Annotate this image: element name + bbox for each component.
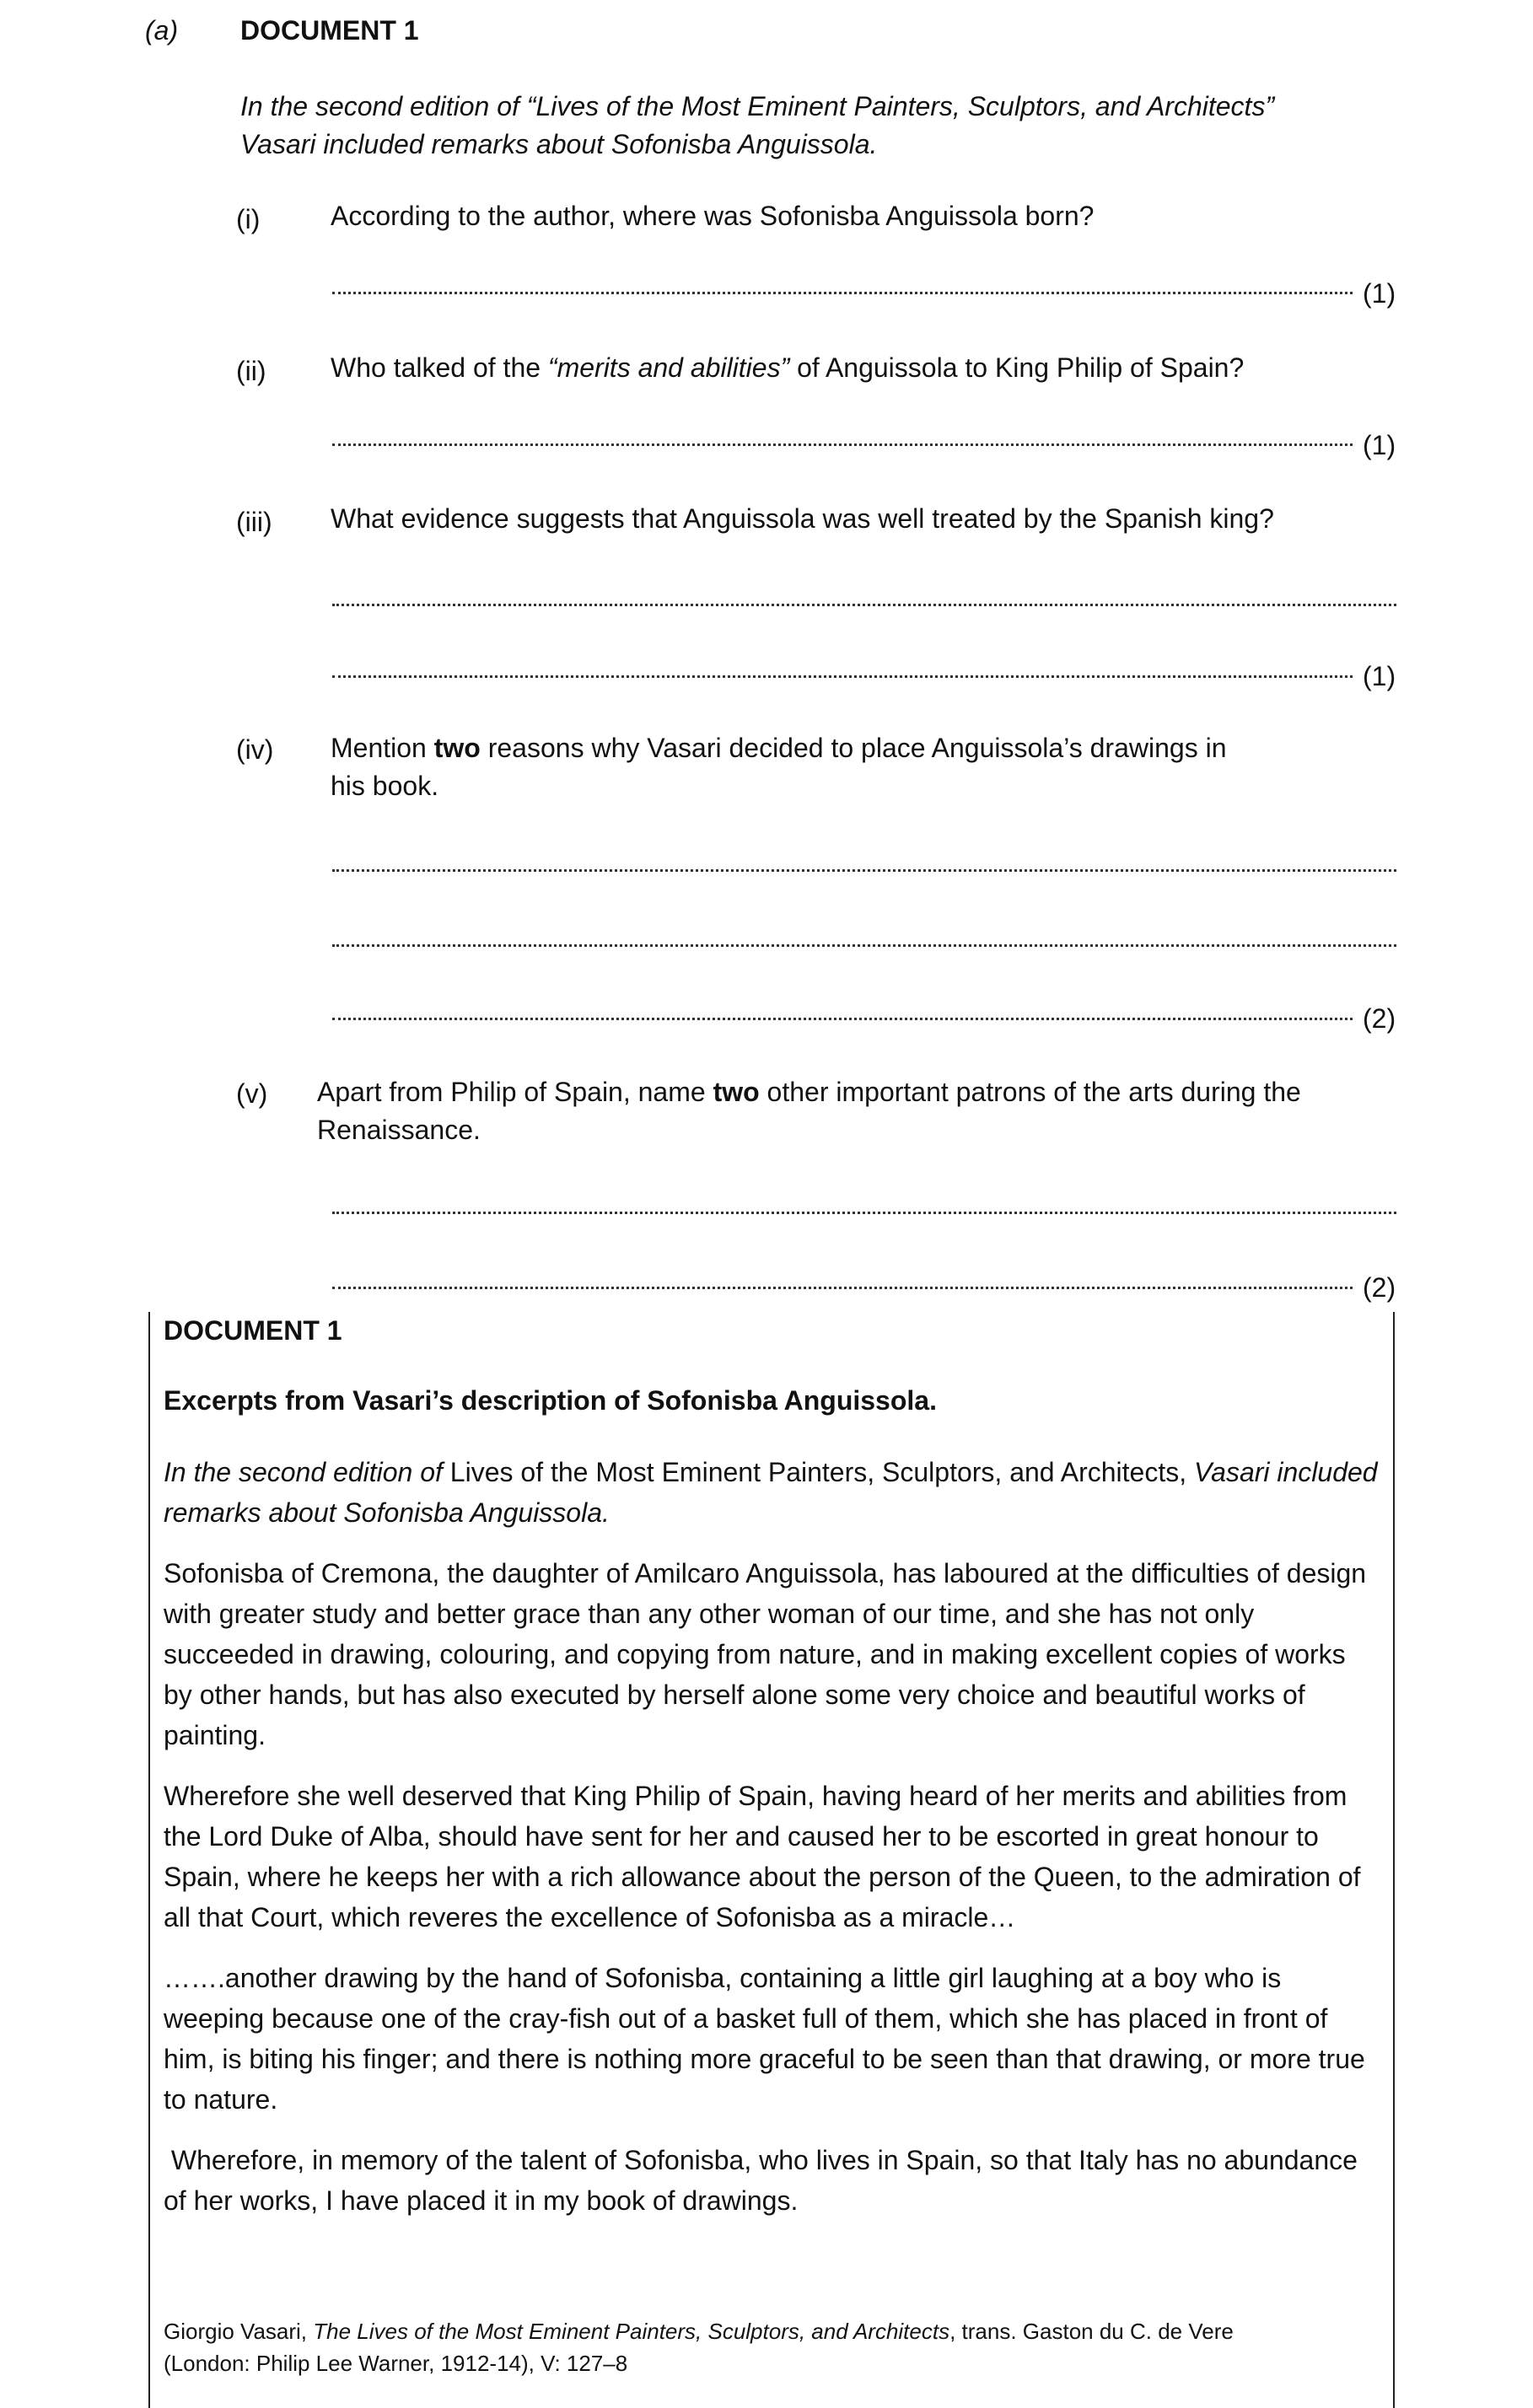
question-text-bold: two: [433, 733, 481, 763]
question-text: [331, 349, 1427, 387]
source-subtitle: Excerpts from Vasari’s description of Sofonisba Anguissola.: [164, 1384, 937, 1416]
answer-line[interactable]: [332, 1287, 1353, 1289]
intro-line-1: In the second edition of “Lives of the Most Eminent Painters, Sculptors, and Architects”: [240, 91, 1275, 121]
source-document-content: [164, 1312, 1378, 2221]
answer-line[interactable]: [332, 604, 1396, 606]
question-text: What evidence suggests that Anguissola was well treated by the Spanish king?: [331, 503, 1274, 534]
marks-label: (1): [1363, 278, 1396, 309]
citation-title: The Lives of the Most Eminent Painters, Sculptors, and Architects: [313, 2319, 950, 2344]
question-text-line: Renaissance.: [317, 1115, 481, 1145]
question-text-part: reasons why Vasari decided to place Anguissola’s drawings in: [480, 733, 1227, 763]
source-title: DOCUMENT 1: [164, 1315, 342, 1346]
marks-label: (2): [1363, 1003, 1396, 1034]
citation-author: Giorgio Vasari,: [164, 2319, 314, 2344]
question-text-bold: two: [713, 1077, 760, 1107]
citation-line: [164, 2315, 1378, 2347]
citation-line: (London: Philip Lee Warner, 1912-14), V: 127–8: [164, 2351, 628, 2376]
question-text-part: Who talked of the: [331, 352, 548, 383]
question-text: [317, 1073, 1439, 1149]
question-number: (iv): [236, 734, 274, 765]
part-label: (a): [145, 15, 179, 46]
source-document-box: [148, 1312, 1395, 2408]
question-number: (ii): [236, 356, 266, 386]
answer-line[interactable]: [332, 675, 1353, 678]
question-intro: [240, 88, 1421, 164]
question-text: According to the author, where was Sofonisba Anguissola born?: [331, 201, 1095, 231]
source-paragraph: Wherefore she well deserved that King Philip of Spain, having heard of her merits and abilities from the Lord Duke of Alba, should have sent for her and caused her to be escorted in great honour to Spain, where he keeps her with a rich allowance about the person of the Queen, to the admiration of all that Court, which reveres the excellence of Sofonisba as a miracle…: [164, 1780, 1361, 1932]
source-intro: [164, 1452, 1378, 1533]
answer-line[interactable]: [332, 1018, 1353, 1020]
marks-label: (1): [1363, 430, 1396, 460]
answer-line[interactable]: [332, 292, 1353, 294]
answer-line[interactable]: [332, 1212, 1396, 1214]
question-text-part: Mention: [331, 733, 434, 763]
intro-line-2: Vasari included remarks about Sofonisba Anguissola.: [240, 129, 878, 159]
citation-rest: , trans. Gaston du C. de Vere: [949, 2319, 1234, 2344]
source-paragraph: Sofonisba of Cremona, the daughter of Amilcaro Anguissola, has laboured at the difficulties of design with greater study and better grace than any other woman of our time, and she has not only succeeded in drawing, colouring, and copying from nature, and in making excellent copies of works by other hands, but has also executed by herself alone some very choice and beautiful works of painting.: [164, 1557, 1367, 1750]
question-number: (v): [236, 1078, 268, 1109]
question-text-italic: “merits and abilities”: [547, 352, 790, 383]
question-number: (i): [236, 204, 261, 234]
marks-label: (2): [1363, 1272, 1396, 1303]
answer-line[interactable]: [332, 869, 1396, 872]
question-text-part: of Anguissola to King Philip of Spain?: [789, 352, 1245, 383]
document-heading: DOCUMENT 1: [240, 15, 419, 46]
source-intro-italic: In the second edition of: [164, 1456, 443, 1487]
answer-line[interactable]: [332, 944, 1396, 947]
question-text-part: Apart from Philip of Spain, name: [317, 1077, 713, 1107]
question-text-line: [317, 1073, 1439, 1111]
source-intro-plain: Lives of the Most Eminent Painters, Sculptors, and Architects,: [442, 1456, 1194, 1487]
question-number: (iii): [236, 507, 272, 537]
source-citation: [164, 2315, 1378, 2379]
question-text-line: [331, 729, 1427, 767]
question-text-part: other important patrons of the arts during the: [759, 1077, 1301, 1107]
source-paragraph: …….another drawing by the hand of Sofonisba, containing a little girl laughing at a boy who is weeping because one of the cray-fish out of a basket full of them, which she has placed in front of him, is biting his finger; and there is nothing more graceful to be seen than that drawing, or more true to nature.: [164, 1962, 1365, 2115]
marks-label: (1): [1363, 661, 1396, 691]
question-text-line: his book.: [331, 771, 439, 801]
source-paragraph: Wherefore, in memory of the talent of Sofonisba, who lives in Spain, so that Italy has no abundance of her works, I have placed it in my book of drawings.: [164, 2144, 1365, 2216]
question-text: [331, 729, 1427, 805]
answer-line[interactable]: [332, 443, 1353, 446]
source-intro-italic: Vasari included remarks about Sofonisba Anguissola.: [164, 1456, 1378, 1528]
